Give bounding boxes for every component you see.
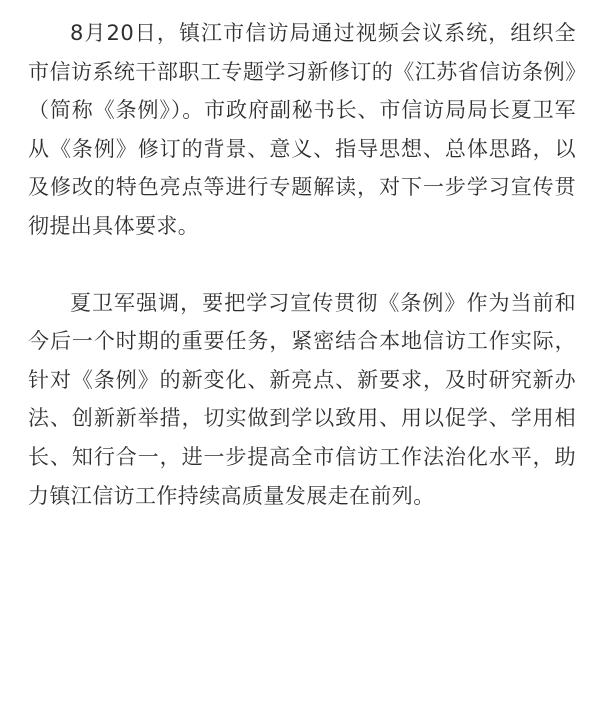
paragraph-requirements: 夏卫军强调，要把学习宣传贯彻《条例》作为当前和今后一个时期的重要任务，紧密结合本地信访工作实际，针对《条例》的新变化、新亮点、新要求，及时研究新办法、创新新举措，切实做到学以致用、用以促学、学用相长、知行合一，进一步提高全市信访工作法治化水平，助力镇江信访工作持续高质量发展走在前列。 xyxy=(28,290,576,508)
paragraph-meeting: 8月20日，镇江市信访局通过视频会议系统，组织全市信访系统干部职工专题学习新修订的《江苏省信访条例》（简称《条例》）。市政府副秘书长、市信访局局长夏卫军从《条例》修订的背景、意义、指导思想、总体思路，以及修改的特色亮点等进行专题解读，对下一步学习宣传贯彻提出具体要求。 xyxy=(28,21,576,238)
article-body xyxy=(28,14,576,515)
